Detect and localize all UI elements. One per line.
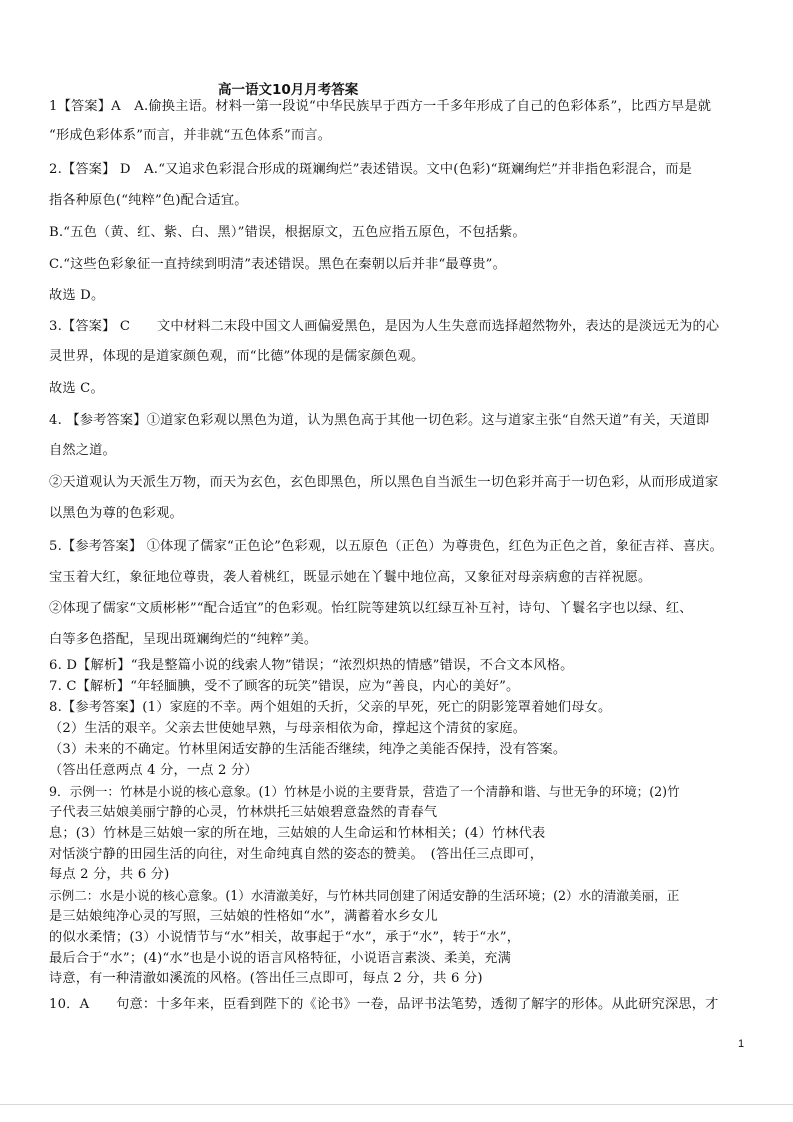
answer-line: 8.【参考答案】(1）家庭的不幸。两个姐姐的夭折，父亲的早死，死亡的阴影笼罩着她们母女。 [49, 700, 612, 715]
answer-line: 是三姑娘纯净心灵的写照，三姑娘的性格如“水”，满蓄着水乡女儿 [49, 909, 438, 924]
answer-line: 白等多色搭配，呈现出斑斓绚烂的“纯粹”美。 [49, 632, 318, 647]
page-number: 1 [738, 1038, 745, 1050]
answer-line: 自然之道。 [49, 443, 116, 458]
answer-line: 子代表三姑娘美丽宁静的心灵，竹林烘托三姑娘碧意盎然的青春气 [49, 805, 438, 820]
answer-line: 息；(3）竹林是三姑娘一家的所在地，三姑娘的人生命运和竹林相关；(4）竹林代表 [49, 826, 546, 841]
answer-line: 每点 2 分，共 6 分) [49, 867, 170, 882]
answer-line: 1【答案】A A.偷换主语。材料一第一段说“中华民族早于西方一千多年形成了自己的色彩体系”，比西方早是就 [49, 99, 712, 114]
answer-line: 的似水柔情；(3）小说情节与“水”相关，故事起于“水”，承于“水”，转于“水”， [49, 930, 521, 945]
answer-line: “形成色彩体系”而言，并非就“五色体系”而言。 [49, 128, 332, 143]
answer-line: 4. 【参考答案】①道家色彩观以黑色为道，认为黑色高于其他一切色彩。这与道家主张“自然天道”有关，天道即 [49, 413, 710, 428]
page-bottom-divider [0, 1104, 793, 1105]
answer-line: （3）未来的不确定。竹林里闲适安静的生活能否继续，纯净之美能否保持，没有答案。 [49, 742, 567, 757]
answer-line: C.“这些色彩象征一直持续到明清”表述错误。黑色在秦朝以后并非“最尊贵”。 [49, 257, 506, 272]
answer-line: （答出任意两点 4 分，一点 2 分） [49, 763, 258, 778]
answer-line: 灵世界，体现的是道家颜色观，而“比德”体现的是儒家颜色观。 [49, 349, 425, 364]
answer-line: B.“五色（黄、红、紫、白、黑）”错误，根据原文，五色应指五原色，不包括紫。 [49, 225, 526, 240]
answer-line: 10．A 句意：十多年来，臣看到陛下的《论书》一卷，品评书法笔势，透彻了解字的形体。从此研究深思，才 [49, 997, 719, 1012]
answer-line: 3.【答案】 C 文中材料二末段中国文人画偏爱黑色，是因为人生失意而选择超然物外，表达的是淡远无为的心 [49, 319, 720, 334]
answer-line: 宝玉着大红，象征地位尊贵，袭人着桃红，既显示她在丫鬟中地位高，又象征对母亲病愈的吉祥祝愿。 [49, 570, 652, 585]
answer-line: 指各种原色(“纯粹”色)配合适宜。 [49, 193, 248, 208]
answer-line: 示例二：水是小说的核心意象。(1）水清澈美好，与竹林共同创建了闲适安静的生活环境；(2）水的清澈美丽，正 [49, 888, 680, 903]
answer-line: ②体现了儒家“文质彬彬”“配合适宜”的色彩观。怡红院等建筑以红绿互补互衬，诗句、丫鬟名字也以绿、红、 [49, 601, 693, 616]
answer-line: 故选 D。 [49, 288, 105, 303]
answer-line: 最后合于“水”；(4)“水”也是小说的语言风格特征，小说语言素淡、柔美，充满 [49, 951, 512, 966]
answer-line: 5.【参考答案】 ①体现了儒家“正色论”色彩观，以五原色（正色）为尊贵色，红色为正色之首，象征吉祥、喜庆。 [49, 539, 723, 554]
answer-line: 2.【答案】 D A.“又追求色彩混合形成的斑斓绚烂”表述错误。文中(色彩)“斑斓绚烂”并非指色彩混合，而是 [49, 162, 692, 177]
answer-line: 故选 C。 [49, 381, 104, 396]
answer-line: 9．示例一：竹林是小说的核心意象。(1）竹林是小说的主要背景，营造了一个清静和谐、与世无争的环境；(2)竹 [49, 784, 680, 799]
page-title: 高一语文10月月考答案 [218, 82, 359, 98]
answer-line: 诗意，有一种清澈如溪流的风格。(答出任三点即可，每点 2 分，共 6 分) [49, 971, 483, 986]
answer-line: ②天道观认为天派生万物，而天为玄色，玄色即黑色，所以黑色自当派生一切色彩并高于一切色彩，从而形成道家 [49, 475, 719, 490]
answer-line: 以黑色为尊的色彩观。 [49, 506, 183, 521]
answer-line: 7. C【解析】“年轻腼腆，受不了顾客的玩笑”错误，应为“善良，内心的美好”。 [49, 679, 520, 694]
answer-line: 6. D【解析】“我是整篇小说的线索人物”错误；“浓烈炽热的情感”错误，不合文本风格。 [49, 658, 574, 673]
answer-line: 对恬淡宁静的田园生活的向往，对生命纯真自然的姿态的赞美。 (答出任三点即可， [49, 847, 544, 862]
answer-line: （2）生活的艰辛。父亲去世使她早熟，与母亲相依为命，撑起这个清贫的家庭。 [49, 721, 527, 736]
